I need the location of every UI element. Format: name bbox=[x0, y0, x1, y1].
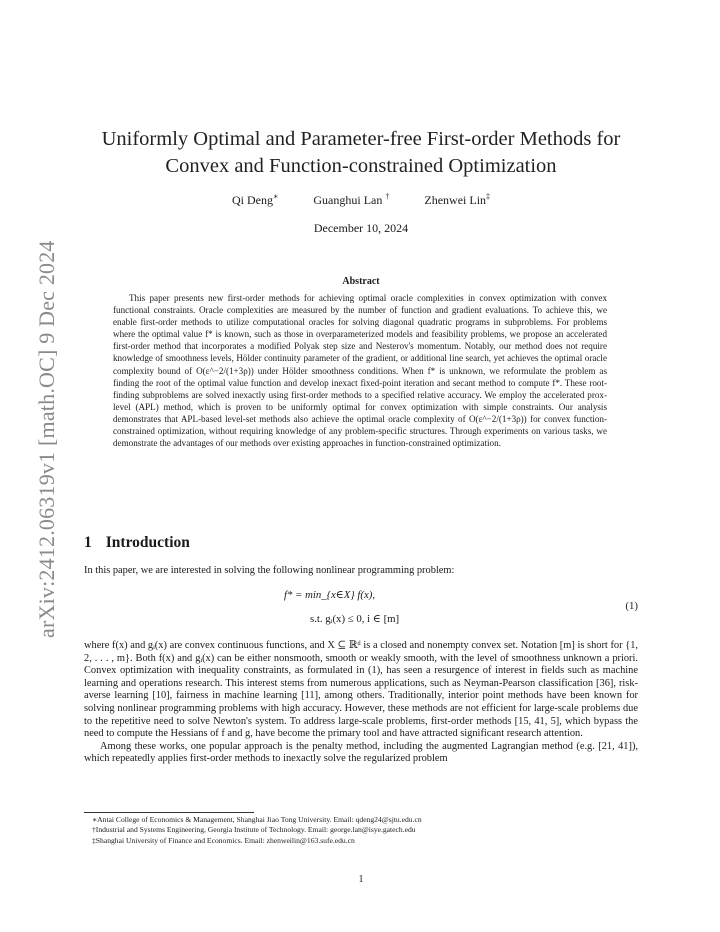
paper-title bbox=[84, 126, 638, 180]
equation-line-2: s.t. gᵢ(x) ≤ 0, i ∈ [m] bbox=[310, 613, 400, 625]
intro-body bbox=[84, 640, 638, 766]
equation-tag: (1) bbox=[625, 600, 638, 612]
section-title: Introduction bbox=[105, 534, 190, 551]
section-heading bbox=[84, 534, 638, 552]
author-2-mark: † bbox=[385, 192, 390, 201]
author-2 bbox=[313, 193, 389, 207]
page-number: 1 bbox=[358, 874, 364, 885]
equation-block bbox=[84, 588, 638, 628]
author-3 bbox=[424, 193, 490, 207]
section-number: 1 bbox=[84, 534, 92, 551]
abstract-text: This paper presents new first-order methods for achieving optimal oracle complexities in convex optimization with convex functional constraints. Oracle complexities are measured by the number of function and gradient evaluations. To achieve this, we enable first-order methods to utilize computational oracles for solving diagonal quadratic programs in subproblems. For problems where the optimal value f* is known, such as those in overparameterized models and feasibility problems, we propose an accelerated first-order method that incorporates a modified Polyak step size and Nesterov's momentum. Notably, our method does not require knowledge of smoothness levels, Hölder continuity parameter of the gradient, or additional line search, yet achieves the optimal oracle complexity bound of O(ε^−2/(1+3ρ)) under Hölder smoothness conditions. When f* is unknown, we reformulate the problem as finding the root of the optimal value function and develop inexact fixed-point iteration and secant method to compute f*. These root-finding subproblems are solved inexactly using first-order methods to a specified relative accuracy. We employ the accelerated prox-level (APL) method, which is proven to be uniformly optimal for convex optimization with simple constraints. Our analysis demonstrates that APL-based level-set methods also achieve the optimal oracle complexity of O(ε^−2/(1+3ρ)) for convex function-constrained optimization, without requiring knowledge of any problem-specific structures. Through experiments on various tasks, we demonstrate the advantages of our methods over existing approaches in function-constrained optimization. bbox=[113, 293, 607, 449]
footnote-1: ∗Antai College of Economics & Management, Shanghai Jiao Tong University. Email: qdeng24@sjtu.edu.cn bbox=[92, 815, 422, 824]
title-line-2: Convex and Function-constrained Optimization bbox=[165, 155, 557, 177]
author-list bbox=[84, 192, 638, 208]
footnote-rule bbox=[84, 812, 254, 813]
author-1-name: Qi Deng bbox=[231, 193, 273, 207]
footnote-2: †Industrial and Systems Engineering, Georgia Institute of Technology. Email: george.lan@isye.gatech.edu bbox=[92, 825, 416, 835]
intro-paragraph-2: Among these works, one popular approach is the penalty method, including the augmented Lagrangian method (e.g. [21, 41]), which repeatedly applies first-order methods to inexactly solve the regularized problem bbox=[84, 740, 638, 765]
footnotes bbox=[84, 815, 646, 846]
intro-paragraph-1: where f(x) and gᵢ(x) are convex continuous functions, and X ⊆ ℝᵈ is a closed and nonempty convex set. Notation [m] is short for {1, 2, . . . , m}. Both f(x) and gᵢ(x) can be either nonsmooth, smooth or weakly smooth, with the level of smoothness unknown a priori. Convex optimization with inequality constraints, as formulated in (1), has seen a resurgence of interest in fields such as machine learning and operations research. This interest stems from numerous applications, such as Neyman-Pearson classification [36], risk-averse learning [10], fairness in machine learning [11], among others. Traditionally, interior point methods have been known for solving nonlinear programming problems with high accuracy. However, these methods are not efficient for large-scale problems due to the repetitive need to solve Newton's system. To address large-scale problems, first-order methods [15, 41, 5], which bypass the need to compute the Hessians of f and g, have become the primary tool and have attracted significant research attention. bbox=[84, 640, 638, 740]
author-2-name: Guanghui Lan bbox=[313, 193, 383, 207]
author-3-name: Zhenwei Lin bbox=[424, 193, 487, 207]
intro-lead: In this paper, we are interested in solving the following nonlinear programming problem: bbox=[84, 565, 455, 576]
footnote-3: ‡Shanghai University of Finance and Economics. Email: zhenweilin@163.sufe.edu.cn bbox=[92, 835, 355, 845]
abstract-heading: Abstract bbox=[342, 276, 380, 287]
publication-date: December 10, 2024 bbox=[313, 221, 409, 235]
arxiv-sidebar-identifier: arXiv:2412.06319v1 [math.OC] 9 Dec 2024 bbox=[34, 240, 59, 638]
author-3-mark: ‡ bbox=[486, 192, 491, 201]
equation-line-1: f* = min_{x∈X} f(x), bbox=[284, 589, 376, 601]
author-1 bbox=[232, 193, 278, 207]
title-line-1: Uniformly Optimal and Parameter-free First-order Methods for bbox=[101, 128, 621, 150]
author-1-mark: ∗ bbox=[272, 192, 279, 201]
